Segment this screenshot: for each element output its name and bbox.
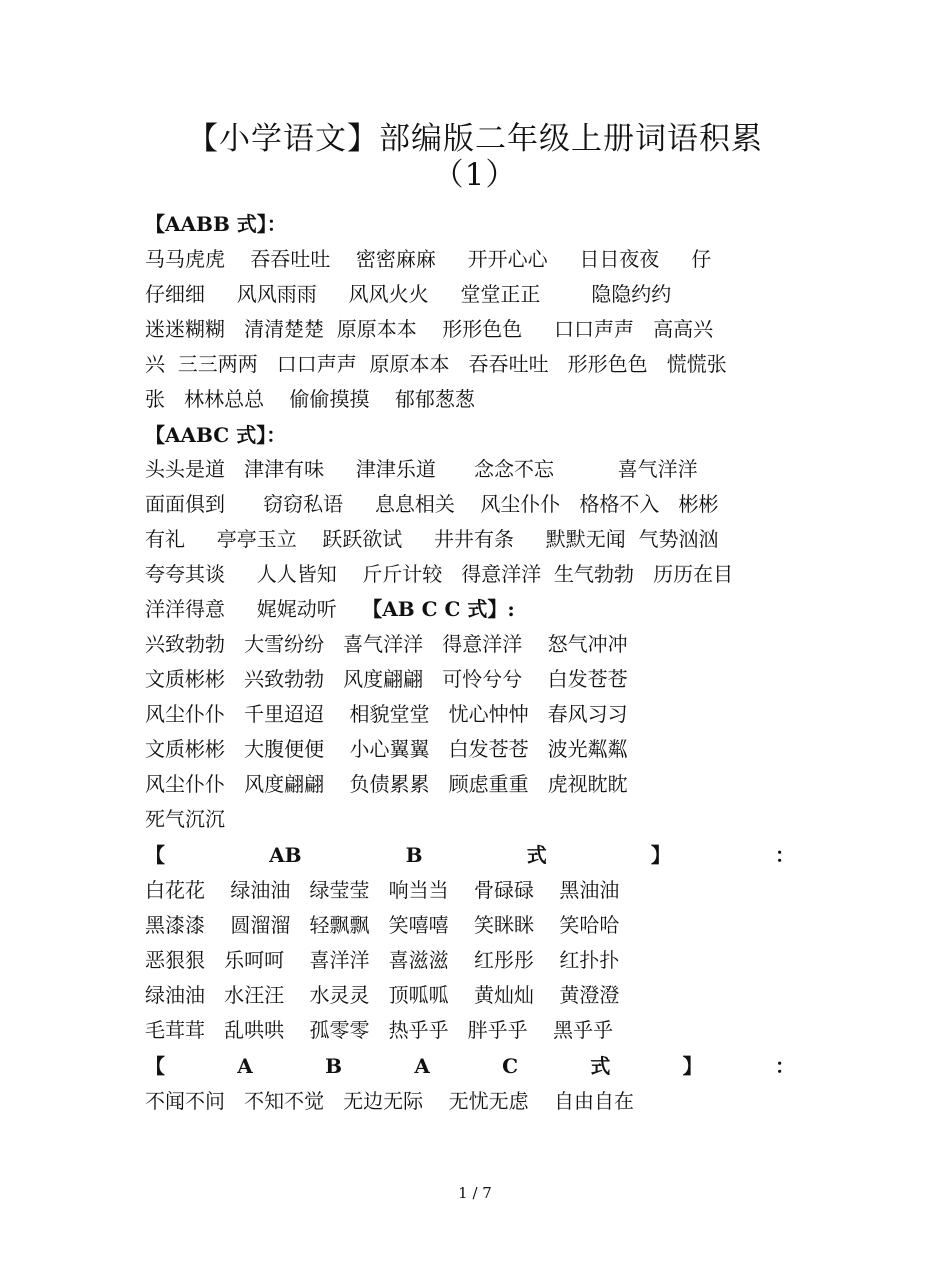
word-line: 风尘仆仆 千里迢迢 相貌堂堂 忧心忡忡 春风习习 — [145, 702, 628, 726]
page-title-number: （1） — [432, 157, 518, 193]
header-part: 】 — [682, 1054, 703, 1078]
word-line: 绿油油 水汪汪 水灵灵 顶呱呱 黄灿灿 黄澄澄 — [145, 983, 620, 1007]
word-line — [145, 597, 515, 621]
word-line: 文质彬彬 兴致勃勃 风度翩翩 可怜兮兮 白发苍苍 — [145, 667, 628, 691]
word-text: 洋洋得意 娓娓动听 — [145, 597, 363, 621]
word-line: 不闻不问 不知不觉 无边无际 无忧无虑 自由自在 — [145, 1089, 635, 1113]
word-line: 头头是道 津津有味 津津乐道 念念不忘 喜气洋洋 — [145, 457, 698, 481]
header-part: 】 — [650, 843, 671, 867]
word-line: 恶狠狠 乐呵呵 喜洋洋 喜滋滋 红彤彤 红扑扑 — [145, 948, 620, 972]
word-line: 毛茸茸 乱哄哄 孤零零 热乎乎 胖乎乎 黑乎乎 — [145, 1018, 614, 1042]
word-line: 张 林林总总 偷偷摸摸 郁郁葱葱 — [145, 387, 475, 411]
word-line: 白花花 绿油油 绿莹莹 响当当 骨碌碌 黑油油 — [145, 878, 620, 902]
header-part: 【 — [145, 1054, 165, 1078]
header-part: B — [405, 843, 423, 867]
page-number: 1 / 7 — [458, 1184, 492, 1202]
header-part: C — [502, 1054, 519, 1078]
header-part: A — [414, 1054, 430, 1078]
word-line: 文质彬彬 大腹便便 小心翼翼 白发苍苍 波光粼粼 — [145, 737, 628, 761]
word-line: 迷迷糊糊 清清楚楚 原原本本 形形色色 口口声声 高高兴 — [145, 317, 714, 341]
header-part: A — [237, 1054, 253, 1078]
header-part: 【 — [145, 843, 165, 867]
word-line: 马马虎虎 吞吞吐吐 密密麻麻 开开心心 日日夜夜 仔 — [145, 247, 712, 271]
header-part: AB — [269, 843, 302, 867]
word-line: 夸夸其谈 人人皆知 斤斤计较 得意洋洋 生气勃勃 历历在目 — [145, 562, 734, 586]
section-header-abac — [145, 1054, 795, 1078]
header-part: B — [325, 1054, 343, 1078]
word-line: 面面俱到 窃窃私语 息息相关 风尘仆仆 格格不入 彬彬 — [145, 492, 719, 516]
section-header-abb — [145, 843, 795, 867]
word-line: 有礼 亭亭玉立 跃跃欲试 井井有条 默默无闻 气势汹汹 — [145, 527, 719, 551]
word-line: 兴 三三两两 口口声声 原原本本 吞吞吐吐 形形色色 慌慌张 — [145, 352, 727, 376]
section-header-aabb: 【AABB 式】： — [145, 212, 287, 236]
page-title: 【小学语文】部编版二年级上册词语积累 — [187, 121, 763, 157]
header-part: ： — [774, 843, 795, 867]
header-part: 式 — [590, 1054, 611, 1078]
word-line: 黑漆漆 圆溜溜 轻飘飘 笑嘻嘻 笑眯眯 笑哈哈 — [145, 913, 620, 937]
header-part: 式 — [526, 843, 547, 867]
word-line: 仔细细 风风雨雨 风风火火 堂堂正正 隐隐约约 — [145, 282, 672, 306]
section-header-aabc: 【AABC 式】： — [145, 423, 287, 447]
header-part: ： — [774, 1054, 795, 1078]
word-line: 风尘仆仆 风度翩翩 负债累累 顾虑重重 虎视眈眈 — [145, 772, 628, 796]
word-line: 兴致勃勃 大雪纷纷 喜气洋洋 得意洋洋 怒气冲冲 — [145, 632, 628, 656]
word-line: 死气沉沉 — [145, 807, 225, 831]
section-header-abcc: 【AB C C 式】: — [362, 597, 515, 621]
